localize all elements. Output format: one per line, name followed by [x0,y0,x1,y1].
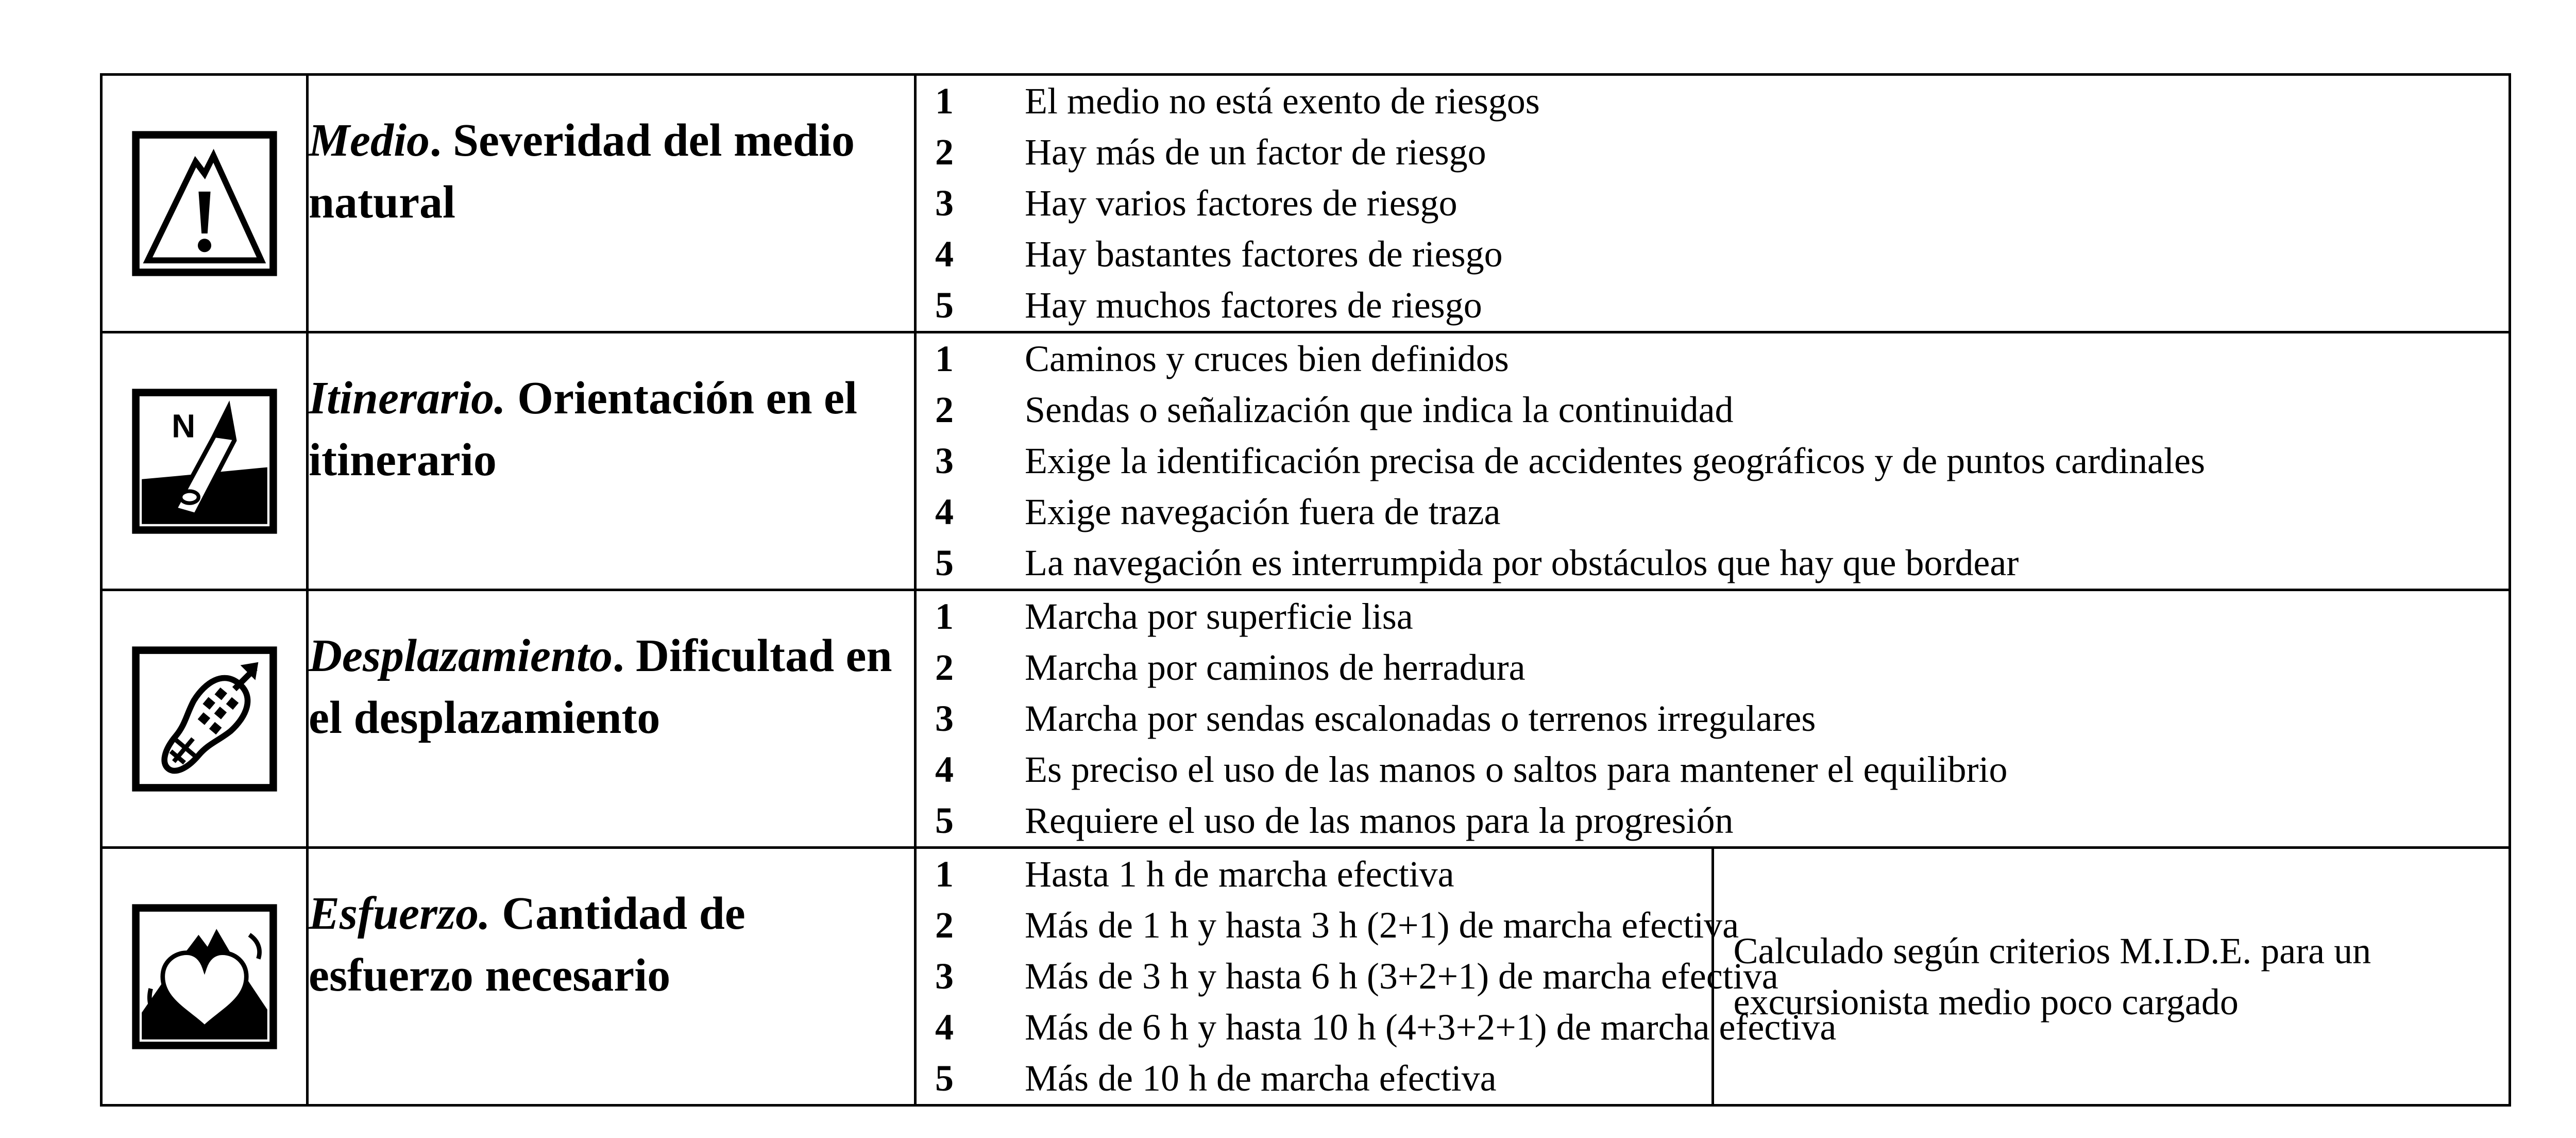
level-text: Marcha por superficie lisa [1025,596,1413,637]
level-number: 4 [935,491,954,532]
level-number: 1 [935,80,954,122]
level-text: Hay bastantes factores de riesgo [1025,233,1503,275]
icon-cell [101,75,308,332]
row-esfuerzo [101,848,2510,1106]
level-number: 4 [935,1007,954,1048]
level-text: Más de 1 h y hasta 3 h (2+1) de marcha efectiva [1025,905,1739,946]
list-item [917,436,2509,487]
list-item [917,538,2509,589]
level-number: 5 [935,1058,954,1099]
level-text: Hay varios factores de riesgo [1025,182,1458,224]
criterion-name: Desplazamiento [309,630,613,681]
list-item [917,127,2509,178]
row-itinerario [101,332,2510,590]
row-medio [101,75,2510,332]
criterion-name: Itinerario. [309,373,506,424]
level-number: 3 [935,698,954,739]
boot-sole-icon [130,644,279,794]
level-list [916,332,2510,590]
list-item [917,849,1711,900]
level-number: 2 [935,131,954,173]
criterion-name: Esfuerzo. [309,888,490,939]
north-letter: N [171,407,195,445]
level-text: Sendas o señalización que indica la continuidad [1025,389,1734,430]
list-item [917,951,1778,1002]
list-item [917,642,2509,693]
level-number: 1 [935,854,954,895]
level-number: 4 [935,749,954,790]
criterion-title [308,332,916,590]
warning-triangle-icon [130,129,279,278]
criterion-description: . Severidad del medio natural [309,115,855,228]
list-item [917,487,2509,538]
level-text: Requiere el uso de las manos para la progresión [1025,800,1734,841]
level-text: El medio no está exento de riesgos [1025,80,1540,122]
level-number: 2 [935,389,954,430]
list-item [917,693,2509,744]
criterion-description: Cantidad de esfuerzo necesario [309,888,745,1001]
list-item [917,333,2509,384]
row-desplazamiento [101,590,2510,848]
level-text: Hay más de un factor de riesgo [1025,131,1486,173]
list-item [917,280,2509,331]
level-number: 2 [935,647,954,688]
calculation-note: Calculado según criterios M.I.D.E. para un excursionista medio poco cargado [1713,848,2510,1106]
list-item [917,1002,1837,1053]
level-number: 1 [935,596,954,637]
level-text: Marcha por caminos de herradura [1025,647,1526,688]
level-number: 3 [935,440,954,481]
level-text: Hasta 1 h de marcha efectiva [1025,854,1454,895]
level-number: 5 [935,800,954,841]
level-list [916,590,2510,848]
list-item [917,229,2509,280]
list-item [917,384,2509,436]
heart-mountain-icon [130,902,279,1051]
level-number: 2 [935,905,954,946]
level-number: 1 [935,338,954,379]
list-item [917,178,2509,229]
list-item [917,795,2509,846]
level-text: Más de 6 h y hasta 10 h (4+3+2+1) de marcha efectiva [1025,1007,1837,1048]
level-text: Más de 3 h y hasta 6 h (3+2+1) de marcha efectiva [1025,956,1778,997]
level-text: Exige navegación fuera de traza [1025,491,1501,532]
icon-cell [101,590,308,848]
list-item [917,1053,1711,1104]
criterion-description: . Dificultad en el desplazamiento [309,630,892,743]
level-number: 5 [935,284,954,326]
level-text: Exige la identificación precisa de accidentes geográficos y de puntos cardinales [1025,440,2206,481]
list-item [917,744,2509,795]
level-number: 5 [935,542,954,583]
level-text: Más de 10 h de marcha efectiva [1025,1058,1497,1099]
level-number: 3 [935,182,954,224]
icon-cell [101,332,308,590]
level-text: Hay muchos factores de riesgo [1025,284,1482,326]
level-list [916,75,2510,332]
compass-orientation-icon [130,387,279,536]
list-item [917,76,2509,127]
level-list [916,848,1837,1106]
level-text: Marcha por sendas escalonadas o terrenos irregulares [1025,698,1816,739]
criterion-name: Medio [309,115,430,166]
level-text: Es preciso el uso de las manos o saltos para mantener el equilibrio [1025,749,2008,790]
level-number: 4 [935,233,954,275]
list-item [917,591,2509,642]
level-text: La navegación es interrumpida por obstáculos que hay que bordear [1025,542,2019,583]
icon-cell [101,848,308,1106]
level-text: Caminos y cruces bien definidos [1025,338,1509,379]
criterion-title [308,75,916,332]
criterion-title [308,848,916,1106]
mide-table [100,73,2511,1107]
criterion-title [308,590,916,848]
list-item [917,900,1739,951]
level-number: 3 [935,956,954,997]
criterion-description: Orientación en el itinerario [309,373,857,486]
